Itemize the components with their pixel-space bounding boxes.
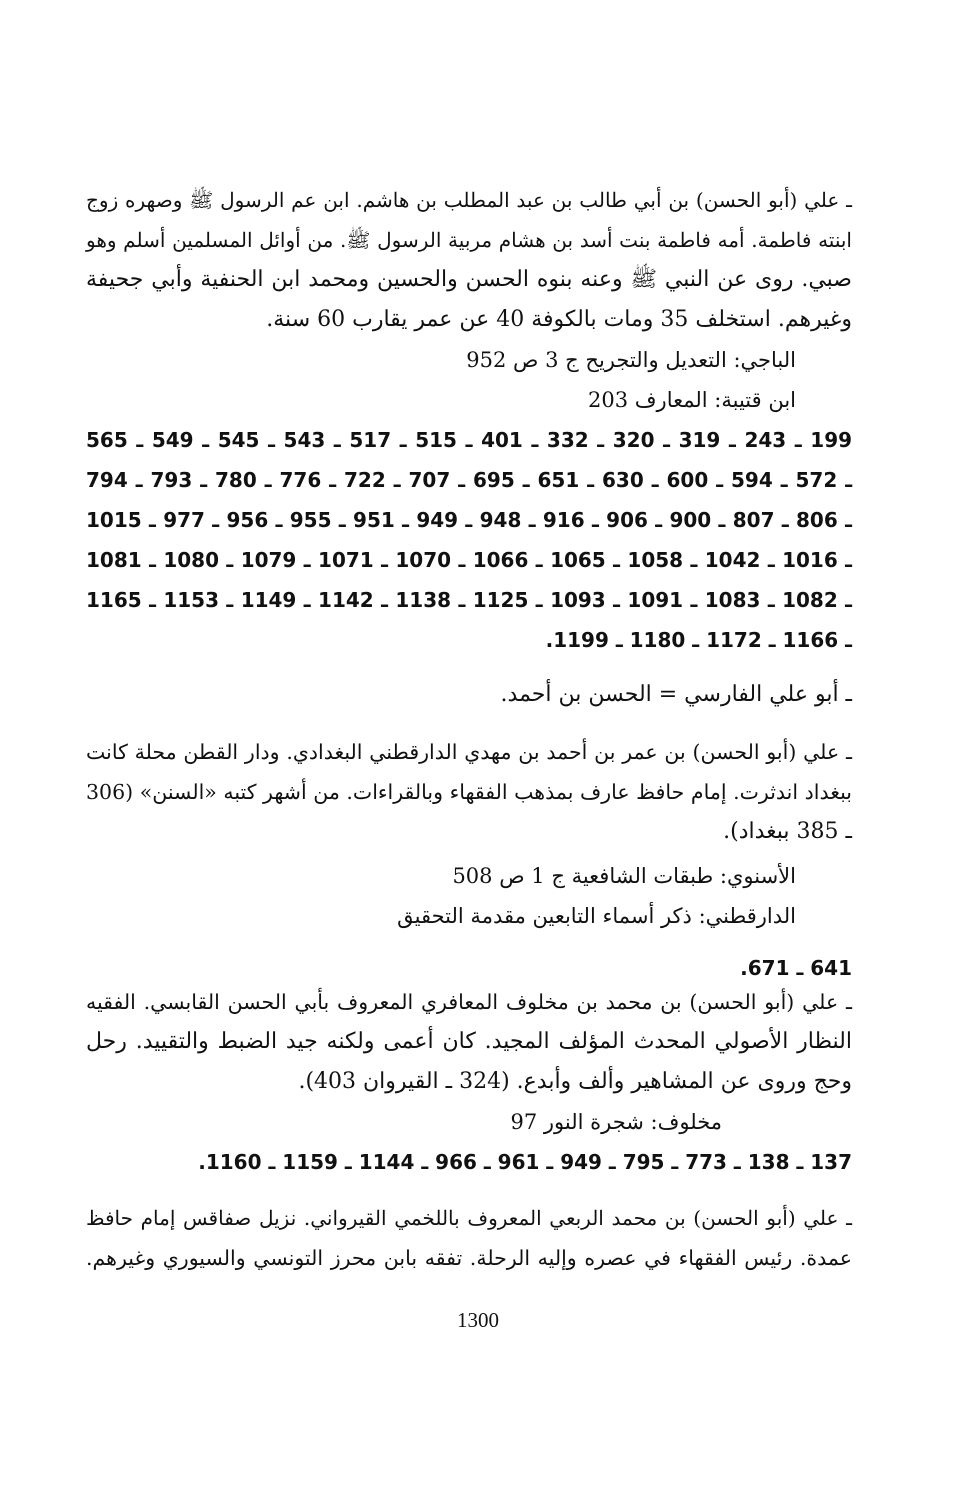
index-numbers-line: ـ 572 ـ 594 ـ 600 ـ 630 ـ 651 ـ 695 ـ 707 ـ 722 ـ 776 ـ 780 ـ 793 ـ 794 bbox=[86, 468, 853, 492]
entry-text-line: ـ علي (أبو الحسن) بن عمر بن أحمد بن مهدي الدارقطني البغدادي. ودار القطن محلة كانت bbox=[86, 740, 852, 764]
entry-text-line: ـ 385 ببغداد). bbox=[723, 819, 852, 844]
index-numbers-line: 137 ـ 138 ـ 773 ـ 795 ـ 949 ـ 961 ـ 966 ـ 1144 ـ 1159 ـ 1160. bbox=[198, 1150, 852, 1174]
reference-citation: الباجي: التعديل والتجريح ج 3 ص 952 bbox=[466, 348, 796, 372]
reference-citation: الأسنوي: طبقات الشافعية ج 1 ص 508 bbox=[452, 864, 796, 888]
index-numbers-line: 199 ـ 243 ـ 319 ـ 320 ـ 332 ـ 401 ـ 515 ـ 517 ـ 543 ـ 545 ـ 549 ـ 565 bbox=[86, 428, 853, 452]
entry-text-line: صبي. روى عن النبي ﷺ وعنه بنوه الحسن والحسين ومحمد ابن الحنفية وأبي جحيفة bbox=[86, 267, 852, 292]
entry-text-line: وغيرهم. استخلف 35 ومات بالكوفة 40 عن عمر يقارب 60 سنة. bbox=[266, 307, 852, 332]
entry-al-lakhmi bbox=[86, 1198, 852, 1278]
entry-text-line: ـ علي (أبو الحسن) بن محمد بن مخلوف المعافري المعروف بأبي الحسن القابسي. الفقيه bbox=[86, 990, 852, 1014]
entry-text-line: ـ أبو علي الفارسي = الحسن بن أحمد. bbox=[500, 682, 852, 707]
index-numbers-line: ـ 1016 ـ 1042 ـ 1058 ـ 1065 ـ 1066 ـ 1070 ـ 1071 ـ 1079 ـ 1080 ـ 1081 bbox=[86, 548, 853, 572]
entry-text-line: ـ علي (أبو الحسن) بن محمد الربعي المعروف باللخمي القيرواني. نزيل صفاقس إمام حافظ bbox=[86, 1206, 852, 1230]
reference-citation: مخلوف: شجرة النور 97 bbox=[510, 1110, 722, 1134]
index-numbers-line: ـ 1082 ـ 1083 ـ 1091 ـ 1093 ـ 1125 ـ 1138 ـ 1142 ـ 1149 ـ 1153 ـ 1165 bbox=[86, 588, 853, 612]
entry-text-line: النظار الأصولي المحدث المؤلف المجيد. كان أعمى ولكنه جيد الضبط والتقييد. رحل bbox=[86, 1029, 852, 1054]
entry-text-line: ابنته فاطمة. أمه فاطمة بنت أسد بن هشام مربية الرسول ﷺ. من أوائل المسلمين أسلم وهو bbox=[86, 228, 852, 252]
entry-ali-ibn-abi-talib bbox=[86, 180, 852, 660]
page-number: 1300 bbox=[457, 1308, 499, 1332]
entry-text-line: ببغداد اندثرت. إمام حافظ عارف بمذهب الفقهاء وبالقراءات. من أشهر كتبه «السنن» (306 bbox=[86, 780, 852, 804]
reference-citation: ابن قتيبة: المعارف 203 bbox=[588, 388, 796, 412]
page-index-numbers bbox=[86, 1142, 852, 1182]
entry-al-daraqutni bbox=[86, 732, 852, 988]
index-numbers-line: ـ 1166 ـ 1172 ـ 1180 ـ 1199. bbox=[545, 628, 852, 652]
index-numbers-line: ـ 806 ـ 807 ـ 900 ـ 906 ـ 916 ـ 948 ـ 949 ـ 951 ـ 955 ـ 956 ـ 977 ـ 1015 bbox=[86, 508, 852, 532]
index-numbers-line: 641 ـ 671. bbox=[740, 956, 852, 980]
reference-citation: الدارقطني: ذكر أسماء التابعين مقدمة التحقيق bbox=[397, 904, 796, 928]
entry-text-line: ـ علي (أبو الحسن) بن أبي طالب بن عبد المطلب بن هاشم. ابن عم الرسول ﷺ وصهره زوج bbox=[86, 188, 852, 212]
entry-text-line: عمدة. رئيس الفقهاء في عصره وإليه الرحلة. تفقه بابن محرز التونسي والسيوري وغيرهم. bbox=[86, 1246, 852, 1270]
entry-al-qabisi bbox=[86, 982, 852, 1182]
page-index-numbers bbox=[86, 420, 852, 660]
entry-text-line: وحج وروى عن المشاهير وألف وأبدع. (324 ـ القيروان 403). bbox=[298, 1069, 852, 1094]
entry-abu-ali-al-farisi bbox=[86, 675, 852, 715]
